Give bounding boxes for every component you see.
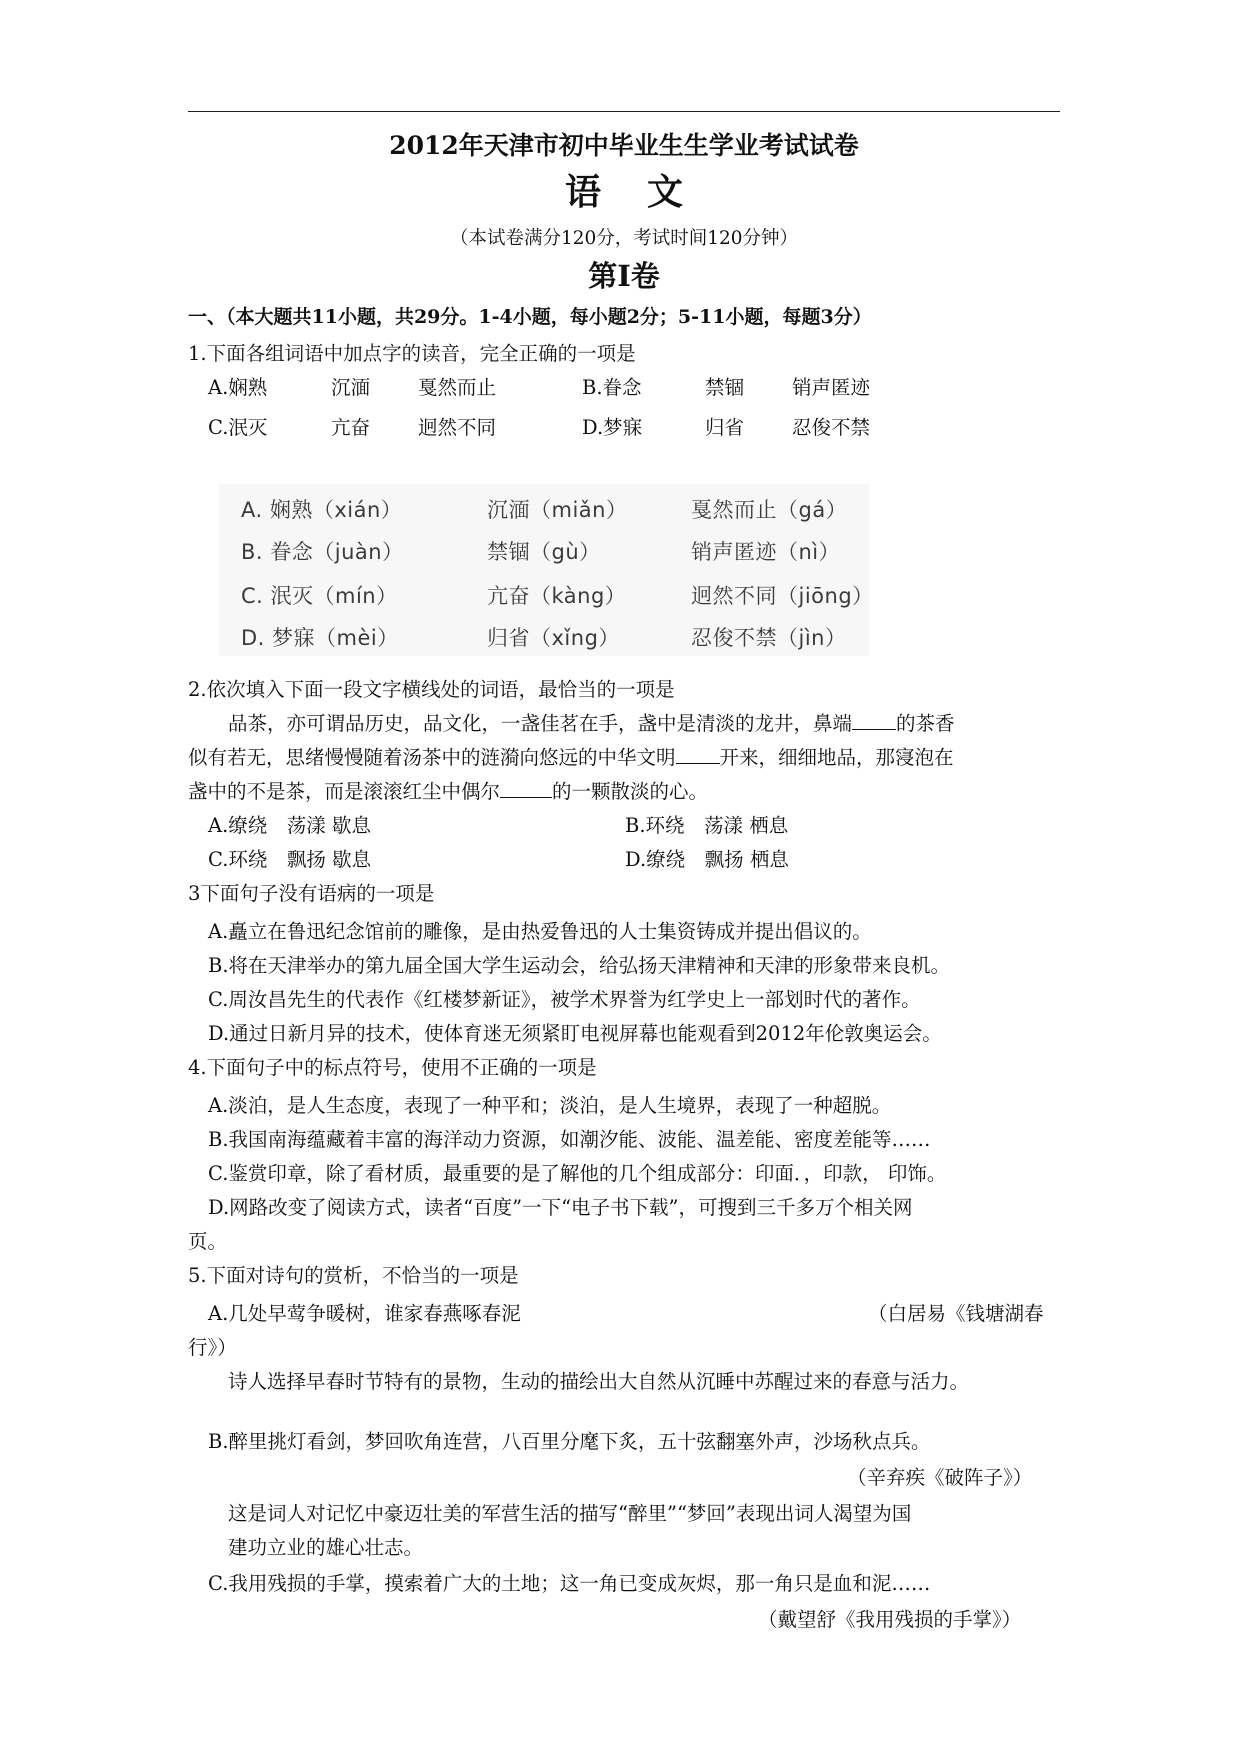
volume-title: 第Ⅰ卷 — [588, 259, 660, 293]
q2-option-c: C.环绕 飘扬 歇息 — [208, 848, 372, 871]
q2-text: 的茶香 — [896, 712, 955, 735]
q5-stem: 5.下面对诗句的赏析，不恰当的一项是 — [188, 1264, 519, 1287]
subject-title: 语文 — [564, 171, 729, 213]
q2-text: 盏中的不是茶，而是滚滚红尘中偶尔 — [188, 780, 501, 803]
q1-option: B.眷念 — [582, 376, 642, 399]
q5-c-source: （戴望舒《我用残损的手掌》） — [758, 1608, 1022, 1631]
pinyin-cell: 亢奋（kàng） — [487, 584, 627, 608]
q2-text: 开来，细细地品，那寖泡在 — [719, 746, 954, 769]
top-rule — [188, 111, 1060, 112]
pinyin-cell: 沉湎（miǎn） — [487, 498, 628, 522]
q1-option: D.梦寐 — [582, 416, 643, 439]
pinyin-cell: 销声匿迹（nì） — [691, 540, 841, 564]
q1-option: 沉湎 — [331, 376, 371, 399]
q1-option: 归省 — [705, 416, 745, 439]
pinyin-cell: B. 眷念（juàn） — [241, 540, 404, 564]
q2-text: 品茶，亦可谓品历史，品文化，一盏佳茗在手，盏中是清淡的龙井，鼻端 — [228, 712, 853, 735]
q1-option: 销声匿迹 — [792, 376, 871, 399]
q1-option: 戛然而止 — [418, 376, 497, 399]
q2-option-d: D.缭绕 飘扬 栖息 — [625, 848, 789, 871]
q1-option: 禁锢 — [705, 376, 745, 399]
q5-a-source: （白居易《钱塘湖春 — [868, 1302, 1044, 1325]
q4-option-a: A.淡泊，是人生态度，表现了一种平和；淡泊，是人生境界，表现了一种超脱。 — [208, 1094, 892, 1117]
q1-option: 迥然不同 — [418, 416, 497, 439]
section-heading: 一、（本大题共11小题，共29分。1-4小题，每小题2分；5-11小题，每题3分） — [188, 306, 872, 328]
q2-text: 的一颗散淡的心。 — [552, 780, 709, 803]
q2-stem: 2.依次填入下面一段文字横线处的词语，最恰当的一项是 — [188, 678, 675, 701]
q2-option-b: B.环绕 荡漾 栖息 — [625, 814, 789, 837]
pinyin-cell: 忍俊不禁（jìn） — [691, 626, 847, 650]
pinyin-cell: D. 梦寐（mèi） — [241, 626, 399, 650]
q4-option-d: D.网路改变了阅读方式，读者“百度”一下“电子书下载”，可搜到三千多万个相关网 — [208, 1196, 913, 1219]
q2-text: 似有若无，思绪慢慢随着汤茶中的涟漪向悠远的中华文明 — [188, 746, 676, 769]
q3-option-a: A.矗立在鲁迅纪念馆前的雕像，是由热爱鲁迅的人士集资铸成并提出倡议的。 — [208, 920, 872, 943]
q5-b-note: 这是词人对记忆中豪迈壮美的军营生活的描写“醉里”“梦回”表现出词人渴望为国 — [228, 1502, 912, 1525]
q5-b-note-cont: 建功立业的雄心壮志。 — [228, 1536, 424, 1559]
pinyin-cell: 戛然而止（gá） — [691, 498, 848, 522]
exam-note: （本试卷满分120分，考试时间120分钟） — [449, 228, 799, 249]
pinyin-answer-image — [219, 484, 874, 656]
pinyin-cell: 禁锢（gù） — [487, 540, 601, 564]
q5-a-note: 诗人选择早春时节特有的景物，生动的描绘出大自然从沉睡中苏醒过来的春意与活力。 — [228, 1370, 970, 1393]
q3-option-b: B.将在天津举办的第九届全国大学生运动会，给弘扬天津精神和天津的形象带来良机。 — [208, 954, 951, 977]
pinyin-cell: 归省（xǐng） — [487, 626, 620, 650]
q5-option-c: C.我用残损的手掌，摸索着广大的土地；这一角已变成灰烬，那一角只是血和泥…… — [208, 1572, 931, 1595]
exam-title: 2012年天津市初中毕业生生学业考试试卷 — [389, 131, 859, 160]
q4-stem: 4.下面句子中的标点符号，使用不正确的一项是 — [188, 1056, 597, 1079]
fill-blank — [852, 711, 896, 730]
q1-option: A.娴熟 — [208, 376, 268, 399]
q1-option: 亢奋 — [331, 416, 371, 439]
pinyin-cell: C. 泯灭（mín） — [241, 584, 398, 608]
fill-blank — [500, 779, 552, 798]
pinyin-cell: A. 娴熟（xián） — [241, 498, 403, 522]
fill-blank — [676, 745, 720, 764]
q1-option: 忍俊不禁 — [792, 416, 871, 439]
q3-option-d: D.通过日新月异的技术，使体育迷无须紧盯电视屏幕也能观看到2012年伦敦奥运会。 — [208, 1022, 942, 1045]
q3-stem: 3下面句子没有语病的一项是 — [188, 882, 435, 905]
q1-stem: 1.下面各组词语中加点字的读音，完全正确的一项是 — [188, 342, 636, 365]
q5-option-a: A.几处早莺争暖树，谁家春燕啄春泥 — [208, 1302, 521, 1325]
q4-option-b: B.我国南海蕴藏着丰富的海洋动力资源，如潮汐能、波能、温差能、密度差能等…… — [208, 1128, 931, 1151]
q2-option-a: A.缭绕 荡漾 歇息 — [208, 814, 371, 837]
pinyin-cell: 迥然不同（jiōng） — [691, 584, 874, 608]
q2-passage-line — [228, 708, 955, 736]
q3-option-c: C.周汝昌先生的代表作《红楼梦新证》，被学术界誉为红学史上一部划时代的著作。 — [208, 988, 921, 1011]
q4-option-d-cont: 页。 — [188, 1230, 228, 1253]
q2-passage-line — [188, 742, 954, 770]
q5-a-source-cont: 行》） — [188, 1336, 237, 1359]
q4-option-c: C.鉴赏印章，除了看材质，最重要的是了解他的几个组成部分：印面．，印款， 印饰。 — [208, 1162, 947, 1185]
q5-option-b: B.醉里挑灯看剑，梦回吹角连营，八百里分麾下炙，五十弦翻塞外声，沙场秋点兵。 — [208, 1430, 931, 1453]
q5-b-source: （辛弃疾《破阵子》） — [847, 1466, 1033, 1489]
q2-passage-line — [188, 776, 708, 804]
q1-option: C.泯灭 — [208, 416, 268, 439]
